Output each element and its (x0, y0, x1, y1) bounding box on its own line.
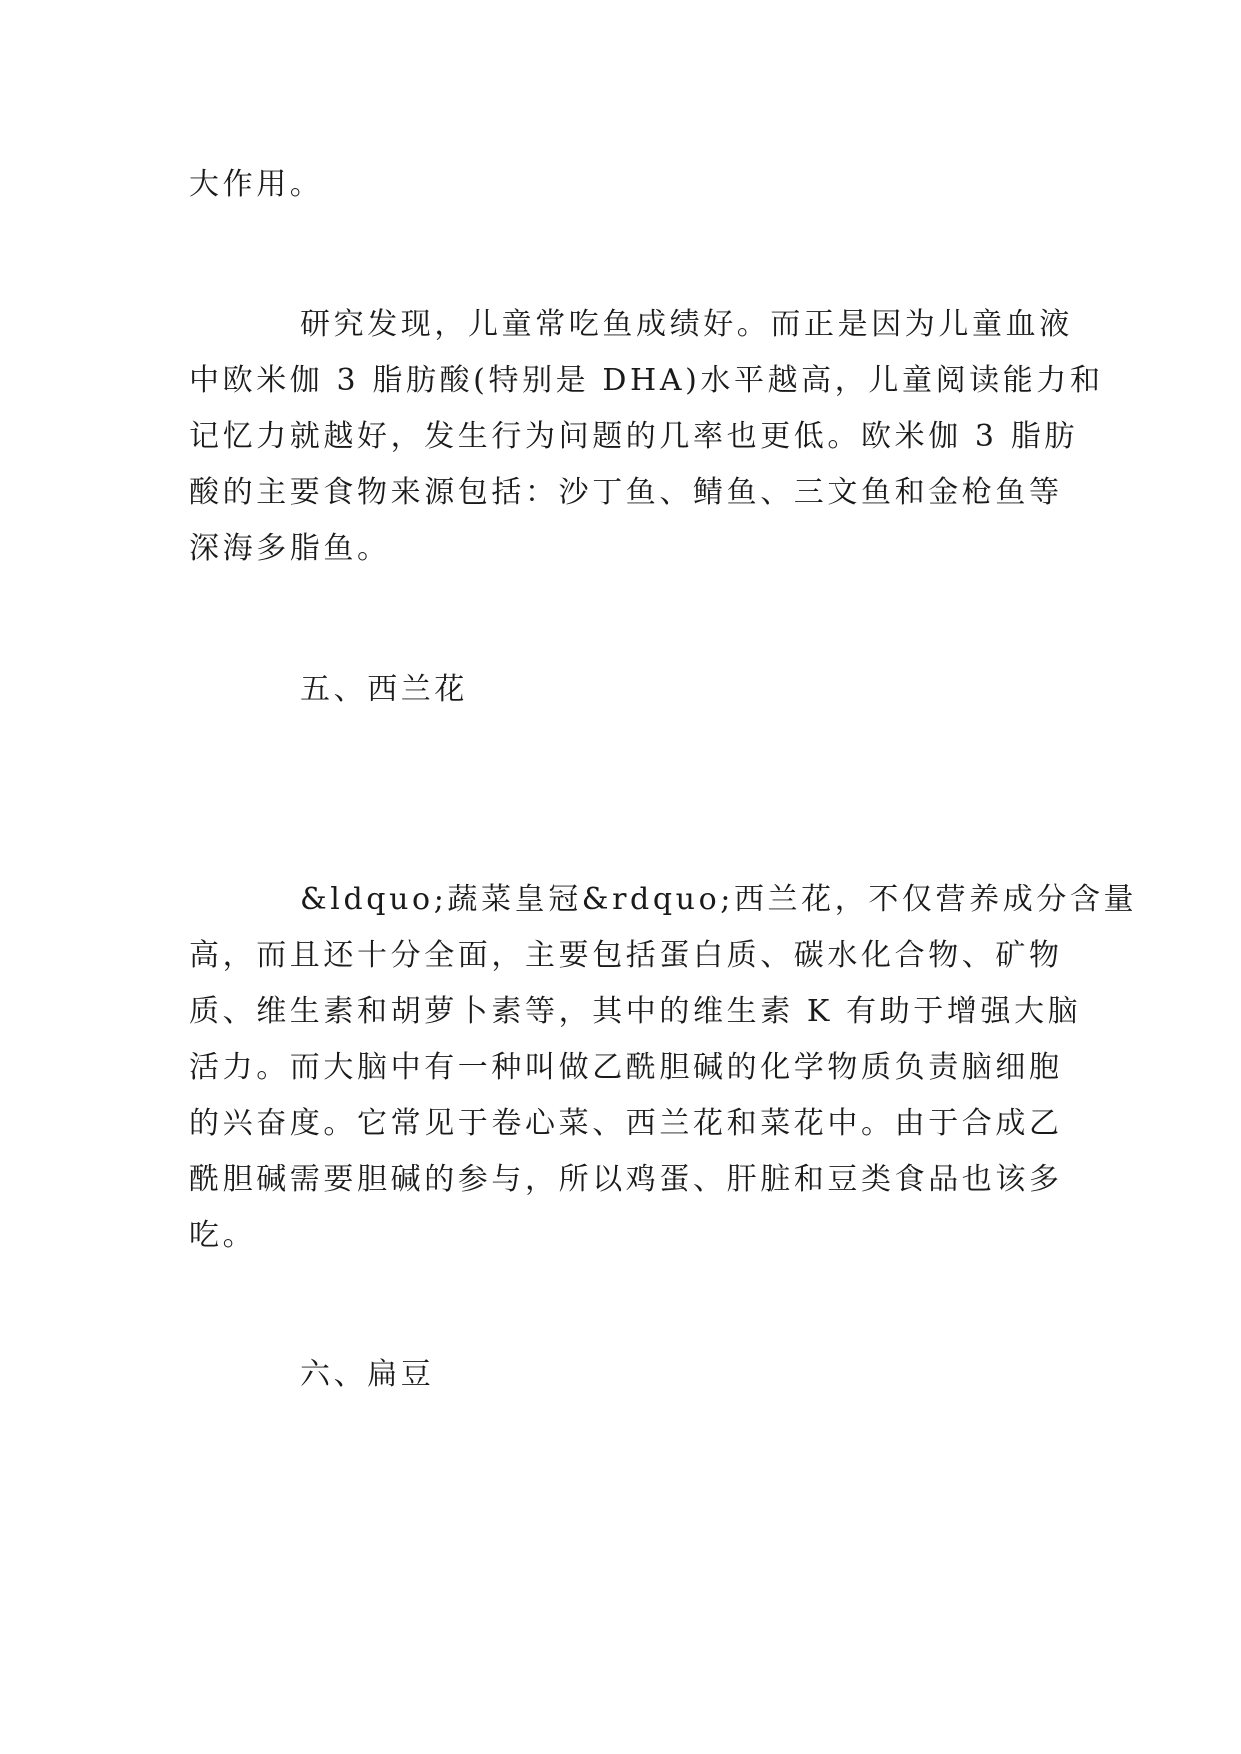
research-paragraph-line-4: 酸的主要食物来源包括：沙丁鱼、鲭鱼、三文鱼和金枪鱼等 (189, 475, 1063, 510)
broccoli-paragraph-line-3: 质、维生素和胡萝卜素等，其中的维生素 K 有助于增强大脑 (189, 994, 1082, 1029)
research-paragraph-line-5: 深海多脂鱼。 (189, 531, 391, 566)
broccoli-paragraph-line-4: 活力。而大脑中有一种叫做乙酰胆碱的化学物质负责脑细胞 (189, 1050, 1063, 1085)
broccoli-paragraph-line-6: 酰胆碱需要胆碱的参与，所以鸡蛋、肝脏和豆类食品也该多 (189, 1162, 1063, 1197)
research-paragraph-line-3: 记忆力就越好，发生行为问题的几率也更低。欧米伽 3 脂肪 (189, 419, 1078, 454)
section-heading-five: 五、西兰花 (300, 672, 468, 707)
continuation-line-1: 大作用。 (189, 167, 324, 202)
broccoli-paragraph-line-7: 吃。 (189, 1218, 257, 1253)
broccoli-paragraph-line-5: 的兴奋度。它常见于卷心菜、西兰花和菜花中。由于合成乙 (189, 1106, 1063, 1141)
research-paragraph-line-1: 研究发现，儿童常吃鱼成绩好。而正是因为儿童血液 (300, 307, 1073, 342)
section-heading-six: 六、扁豆 (300, 1357, 435, 1392)
broccoli-paragraph-line-2: 高，而且还十分全面，主要包括蛋白质、碳水化合物、矿物 (189, 938, 1063, 973)
broccoli-paragraph-line-1: &ldquo;蔬菜皇冠&rdquo;西兰花，不仅营养成分含量 (300, 882, 1138, 917)
research-paragraph-line-2: 中欧米伽 3 脂肪酸(特别是 DHA)水平越高，儿童阅读能力和 (189, 363, 1104, 398)
